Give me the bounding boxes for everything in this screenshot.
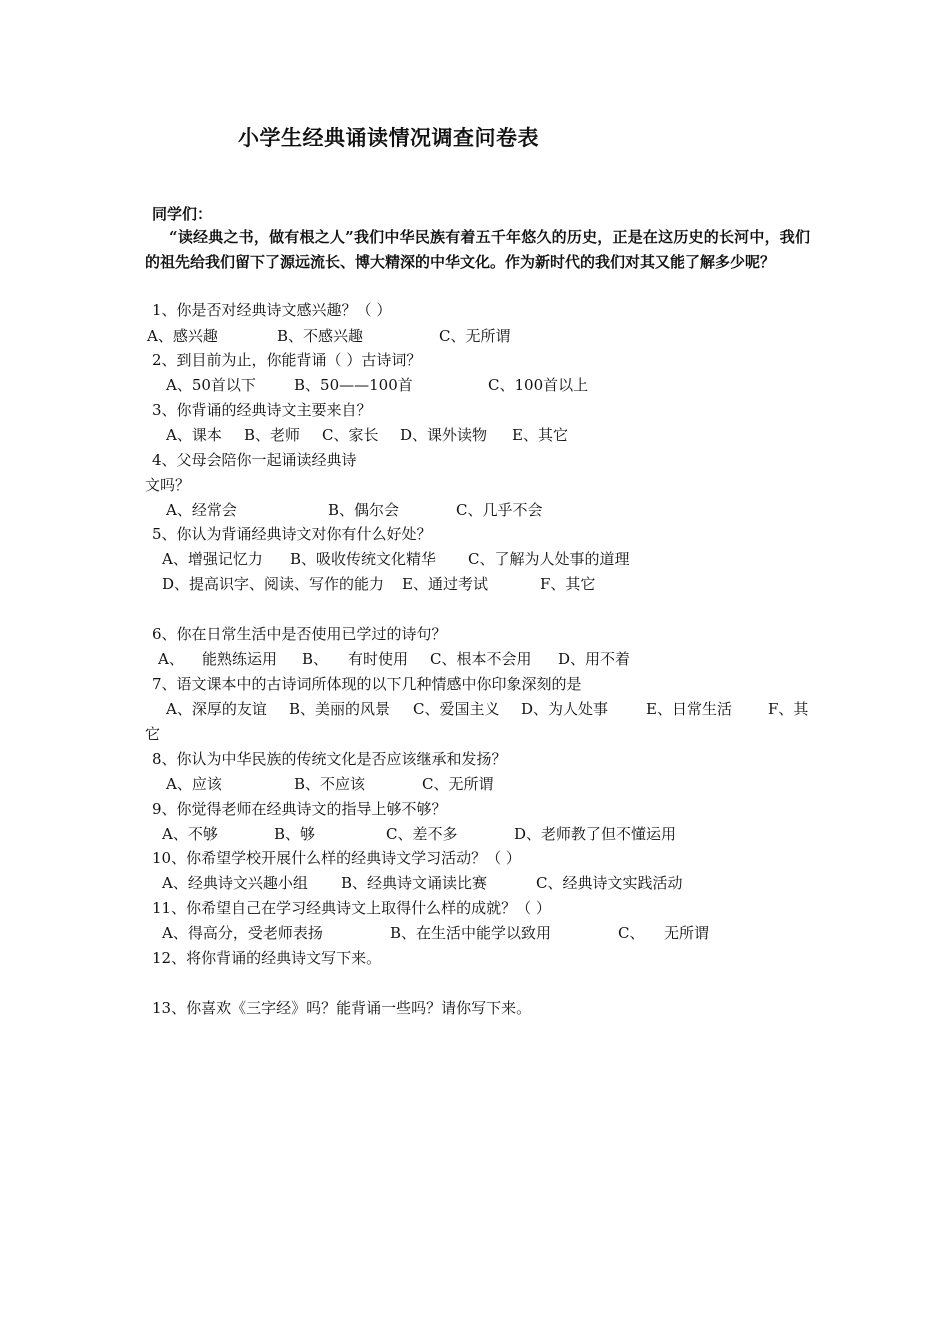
option: C、爱国主义 [413, 700, 500, 718]
option: 无所谓 [664, 924, 710, 942]
option: B、美丽的风景 [289, 700, 391, 718]
option: C、 [618, 924, 645, 942]
question-10: 10、你希望学校开展什么样的经典诗文学习活动？（ ） [152, 849, 521, 867]
intro-paragraph: “读经典之书，做有根之人”我们中华民族有着五千年悠久的历史，正是在这历史的长河中，我们的祖先给我们留下了源远流长、博大精深的中华文化。作为新时代的我们对其又能了解多少呢？ [145, 228, 810, 271]
greeting: 同学们： [152, 205, 213, 223]
question-6: 6、你在日常生活中是否使用已学过的诗句？ [152, 625, 447, 643]
option: A、经典诗文兴趣小组 [162, 874, 308, 892]
option: A、不够 [162, 825, 218, 843]
option: C、差不多 [386, 825, 458, 843]
option: D、为人处事 [521, 700, 609, 718]
question-5-options-row-1 [162, 549, 629, 569]
option: C、根本不会用 [430, 650, 532, 668]
question-2: 2、到目前为止，你能背诵（ ）古诗词？ [152, 351, 422, 369]
question-3-options [166, 425, 568, 445]
option: C、经典诗文实践活动 [536, 874, 683, 892]
option: A、 [158, 650, 184, 668]
option: B、在生活中能学以致用 [390, 924, 552, 942]
option: C、家长 [322, 426, 379, 444]
option: A、50首以下 [166, 376, 256, 394]
question-7-wrap: 它 [145, 725, 161, 743]
option: B、偶尔会 [328, 501, 400, 519]
option: C、无所谓 [422, 775, 494, 793]
option: A、应该 [166, 775, 222, 793]
option: D、老师教了但不懂运用 [514, 825, 677, 843]
option: B、老师 [244, 426, 301, 444]
question-7: 7、语文课本中的古诗词所体现的以下几种情感中你印象深刻的是 [152, 675, 582, 693]
question-8-options [166, 774, 493, 794]
question-5: 5、你认为背诵经典诗文对你有什么好处？ [152, 525, 432, 543]
option: C、100首以上 [488, 376, 589, 394]
option: B、不感兴趣 [277, 327, 364, 345]
question-4-wrap: 文吗？ [145, 476, 191, 494]
question-9: 9、你觉得老师在经典诗文的指导上够不够？ [152, 800, 447, 818]
option: E、通过考试 [402, 575, 488, 593]
option: F、其 [768, 700, 809, 718]
page-title: 小学生经典诵读情况调查问卷表 [238, 125, 539, 150]
option: E、日常生活 [646, 700, 732, 718]
question-4-options [166, 500, 542, 520]
option: D、提高识字、阅读、写作的能力 [162, 575, 385, 593]
question-1-options [147, 326, 510, 346]
question-11: 11、你希望自己在学习经典诗文上取得什么样的成就？（ ） [152, 899, 551, 917]
option: B、50——100首 [294, 376, 413, 394]
option: D、课外读物 [400, 426, 488, 444]
option: 有时使用 [348, 650, 409, 668]
option: B、不应该 [294, 775, 366, 793]
option: A、感兴趣 [147, 327, 218, 345]
question-1: 1、你是否对经典诗文感兴趣？（ ） [152, 301, 392, 319]
question-2-options [166, 375, 588, 395]
option: B、 [302, 650, 329, 668]
option: C、了解为人处事的道理 [468, 550, 630, 568]
question-3: 3、你背诵的经典诗文主要来自？ [152, 401, 372, 419]
question-7-options [166, 699, 808, 719]
option: D、用不着 [558, 650, 631, 668]
question-6-options [158, 649, 630, 669]
question-4: 4、父母会陪你一起诵读经典诗 [152, 451, 357, 469]
option: A、课本 [166, 426, 222, 444]
option: B、吸收传统文化精华 [290, 550, 437, 568]
option: A、深厚的友谊 [166, 700, 267, 718]
option: B、经典诗文诵读比赛 [341, 874, 488, 892]
option: E、其它 [512, 426, 568, 444]
option: A、得高分，受老师表扬 [162, 924, 323, 942]
question-8: 8、你认为中华民族的传统文化是否应该继承和发扬？ [152, 750, 507, 768]
option: A、经常会 [166, 501, 237, 519]
question-11-options [162, 923, 709, 943]
option: F、其它 [540, 575, 596, 593]
option: C、几乎不会 [456, 501, 543, 519]
option: A、增强记忆力 [162, 550, 263, 568]
question-9-options [162, 824, 676, 844]
option: C、无所谓 [439, 327, 511, 345]
option: 能熟练运用 [202, 650, 278, 668]
question-12: 12、将你背诵的经典诗文写下来。 [152, 949, 382, 967]
option: B、够 [274, 825, 316, 843]
question-13: 13、你喜欢《三字经》吗？能背诵一些吗？请你写下来。 [152, 999, 532, 1017]
question-5-options-row-2 [162, 574, 595, 594]
question-10-options [162, 873, 682, 893]
